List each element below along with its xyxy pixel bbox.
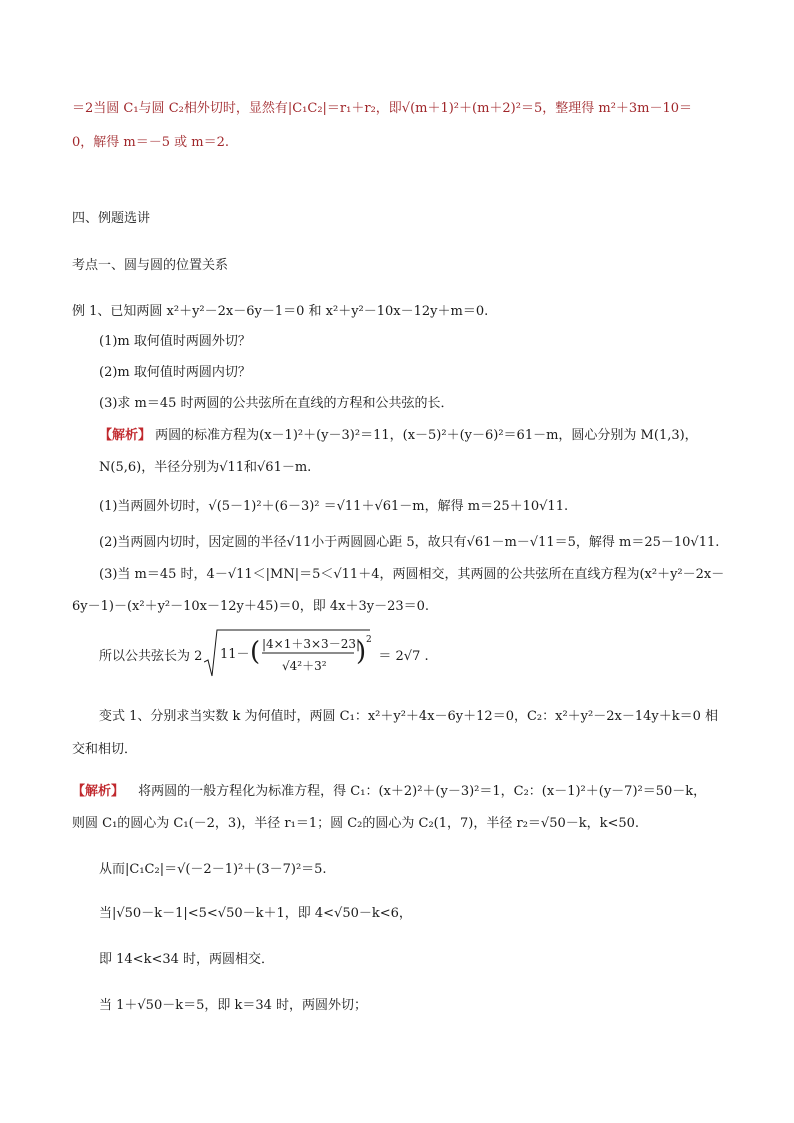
section-heading: 四、例题选讲 (72, 211, 151, 226)
svg-text:(: ( (250, 637, 261, 667)
analysis-line-4: (2)当两圆内切时，因定圆的半径√11小于两圆圆心距 5，故只有√61－m－√11＝5，解得 m＝25－10√11. (99, 535, 720, 550)
question-3: (3)求 m＝45 时两圆的公共弦所在直线的方程和公共弦的长． (99, 396, 454, 411)
analysis-line-5: (3)当 m＝45 时，4－√11＜|MN|＝5＜√11＋4，两圆相交，其两圆的公共弦所在直线方程为(x²＋y²－2x－ (99, 567, 725, 582)
analysis-text-1: 两圆的标准方程为(x－1)²＋(y－3)²＝11，(x－5)²＋(y－6)²＝61－m，圆心分别为 M(1,3)， (155, 428, 698, 443)
svg-text:2: 2 (366, 635, 373, 645)
question-2: (2)m 取何值时两圆内切？ (99, 365, 251, 380)
chord-numerator: |4×1＋3×3－23| (262, 637, 361, 651)
analysis-line-3: (1)当两圆外切时，√(5－1)²＋(6－3)² ＝√11＋√61－m，解得 m＝25＋10√11. (99, 499, 569, 514)
variant-analysis-text-1: 将两圆的一般方程化为标准方程，得 C₁：(x＋2)²＋(y－3)²＝1，C₂：(x－1)²＋(y－7)²＝50－k， (138, 784, 707, 799)
example-1-statement: 例 1、已知两圆 x²＋y²－2x－6y－1＝0 和 x²＋y²－10x－12y＋m＝0. (72, 304, 489, 319)
prev-solution-line-2: 0，解得 m＝－5 或 m＝2. (72, 135, 229, 150)
variant-1-line-1: 变式 1、分别求当实数 k 为何值时，两圆 C₁：x²＋y²＋4x－6y＋12＝0，C₂：x²＋y²－2x－14y＋k＝0 相 (99, 709, 718, 724)
svg-text:): ) (356, 637, 367, 667)
topic-heading: 考点一、圆与圆的位置关系 (72, 258, 229, 273)
variant-analysis-line-2: 则圆 C₁的圆心为 C₁(－2，3)，半径 r₁＝1；圆 C₂的圆心为 C₂(1，7)，半径 r₂＝√50－k，k<50. (72, 816, 640, 831)
chord-length-formula (99, 628, 429, 680)
analysis-line-1 (99, 427, 759, 445)
variant-analysis-line-4: 当|√50－k－1|<5<√50－k＋1，即 4<√50－k<6， (99, 906, 412, 921)
chord-length-result: ＝ 2√7 . (378, 648, 429, 664)
chord-length-prefix: 所以公共弦长为 2 (99, 648, 203, 664)
analysis-line-6: 6y－1)－(x²＋y²－10x－12y＋45)＝0，即 4x＋3y－23＝0. (72, 599, 430, 614)
variant-analysis-line-6: 当 1＋√50－k＝5，即 k＝34 时，两圆外切； (99, 998, 368, 1013)
question-1: (1)m 取何值时两圆外切？ (99, 334, 251, 349)
analysis-tag: 【解析】 (99, 428, 152, 443)
chord-length-sqrt (204, 628, 374, 680)
variant-analysis-line-1 (72, 783, 732, 801)
variant-analysis-tag: 【解析】 (72, 784, 125, 799)
chord-eleven: 11－ (220, 647, 250, 662)
analysis-line-2: N(5,6)，半径分别为√11和√61－m. (99, 460, 312, 475)
chord-denominator: √4²＋3² (282, 659, 327, 673)
variant-analysis-line-5: 即 14<k<34 时，两圆相交． (99, 952, 275, 967)
prev-solution-line-1: ＝2当圆 C₁与圆 C₂相外切时，显然有|C₁C₂|＝r₁＋r₂，即√(m＋1)²＋(m＋2)²＝5，整理得 m²＋3m－10＝ (72, 101, 693, 116)
variant-analysis-line-3: 从而|C₁C₂|＝√(－2－1)²＋(3－7)²＝5. (99, 862, 327, 877)
variant-1-line-2: 交和相切． (72, 742, 138, 757)
